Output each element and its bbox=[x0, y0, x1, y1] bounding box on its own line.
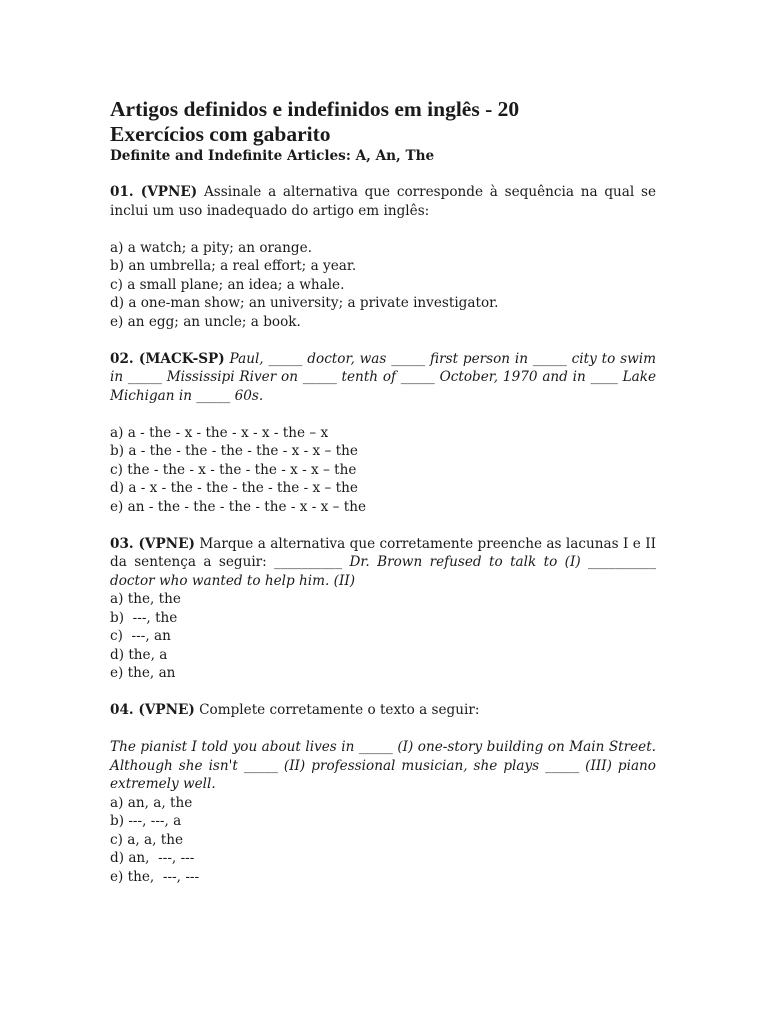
question-4-number: 04. (VPNE) bbox=[110, 702, 195, 718]
option: e) an - the - the - the - the - x - x – the bbox=[110, 498, 367, 515]
document-title bbox=[110, 97, 656, 147]
option: b) ---, ---, a bbox=[110, 813, 182, 829]
option: d) the, a bbox=[110, 646, 168, 663]
question-2 bbox=[110, 350, 656, 517]
option: e) an egg; an uncle; a book. bbox=[110, 313, 301, 330]
question-3-sentence: Dr. Brown refused to talk to (I) __________ doctor who wanted to help him. (II) bbox=[110, 554, 656, 589]
option: e) the, an bbox=[110, 665, 176, 681]
question-4-prompt: Complete corretamente o texto a seguir: bbox=[194, 702, 480, 718]
question-4-text bbox=[110, 701, 656, 720]
option: b) an umbrella; a real effort; a year. bbox=[110, 258, 357, 274]
option: e) the, ---, --- bbox=[110, 868, 200, 885]
question-3-number: 03. (VPNE) bbox=[110, 535, 195, 552]
title-line-1: Artigos definidos e indefinidos em inglês - 20 bbox=[110, 97, 520, 121]
question-3-options bbox=[110, 590, 656, 683]
title-line-2: Exercícios com gabarito bbox=[110, 122, 331, 146]
document-subtitle: Definite and Indefinite Articles: A, An, The bbox=[110, 148, 435, 164]
option: a) a - the - x - the - x - x - the – x bbox=[110, 424, 329, 441]
option: d) an, ---, --- bbox=[110, 850, 195, 866]
question-2-prompt: Paul, _____ doctor, was _____ first person in _____ city to swim in _____ Mississipi River on _____ tenth of _____ October, 1970 and in ____ Lake Michigan in _____ 60s. bbox=[110, 350, 656, 404]
question-3 bbox=[110, 535, 656, 683]
option: a) the, the bbox=[110, 591, 181, 607]
question-2-text bbox=[110, 350, 656, 406]
question-1 bbox=[110, 183, 656, 331]
document-body bbox=[110, 97, 656, 905]
option: d) a - x - the - the - the - the - x – the bbox=[110, 480, 358, 496]
option: a) an, a, the bbox=[110, 794, 193, 811]
question-4 bbox=[110, 701, 656, 886]
question-2-number: 02. (MACK-SP) bbox=[110, 350, 225, 367]
option: c) ---, an bbox=[110, 628, 171, 644]
question-4-passage: The pianist I told you about lives in _____ (I) one-story building on Main Street. Although she isn't _____ (II) professional musician, she plays _____ (III) piano extremely well. bbox=[110, 739, 656, 792]
question-3-text bbox=[110, 535, 656, 591]
option: c) a, a, the bbox=[110, 831, 183, 848]
question-2-options bbox=[110, 424, 656, 517]
option: b) a - the - the - the - the - x - x – the bbox=[110, 443, 358, 459]
option: b) ---, the bbox=[110, 609, 178, 626]
option: d) a one-man show; an university; a private investigator. bbox=[110, 295, 499, 311]
option: a) a watch; a pity; an orange. bbox=[110, 239, 312, 256]
option: c) the - the - x - the - the - x - x – the bbox=[110, 461, 357, 478]
question-4-options bbox=[110, 794, 656, 887]
question-1-number: 01. (VPNE) bbox=[110, 184, 198, 200]
question-1-text bbox=[110, 183, 656, 220]
question-1-options bbox=[110, 239, 656, 332]
question-1-prompt: Assinale a alternativa que corresponde à sequência na qual se inclui um uso inadequado do artigo em inglês: bbox=[110, 184, 656, 219]
option: c) a small plane; an idea; a whale. bbox=[110, 276, 345, 293]
question-3-prompt: Marque a alternativa que corretamente preenche as lacunas I e II da sentença a seguir: __________ bbox=[110, 535, 656, 570]
